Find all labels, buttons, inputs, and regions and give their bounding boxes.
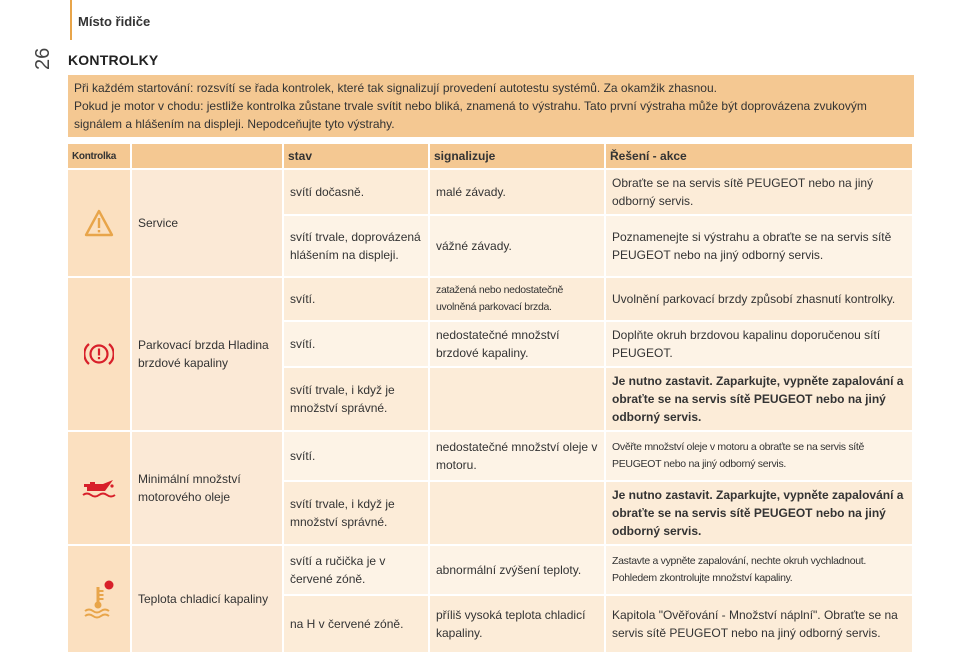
oil-can-icon — [74, 477, 124, 499]
cell-signalizuje: příliš vysoká teplota chladicí kapaliny. — [430, 596, 606, 652]
header-name — [132, 144, 284, 168]
cell-reseni: Doplňte okruh brzdovou kapalinu doporučenou sítí PEUGEOT. — [606, 322, 914, 366]
cell-stav: svítí dočasně. — [284, 170, 430, 214]
cell-reseni: Je nutno zastavit. Zaparkujte, vypněte zapalování a obraťte se na servis sítě PEUGEOT nebo na jiný odborný servis. — [606, 482, 914, 544]
lamp-icon-cell — [68, 170, 132, 276]
cell-signalizuje: abnormální zvýšení teploty. — [430, 546, 606, 594]
header-kontrolka: Kontrolka — [68, 144, 132, 168]
cell-stav: svítí. — [284, 432, 430, 480]
cell-signalizuje: nedostatečné množství oleje v motoru. — [430, 432, 606, 480]
lamp-icon-cell — [68, 278, 132, 430]
header-rule — [70, 0, 72, 40]
lamp-name: Parkovací brzda Hladina brzdové kapaliny — [132, 278, 284, 430]
cell-stav: svítí trvale, i když je množství správné. — [284, 368, 430, 430]
cell-reseni: Uvolnění parkovací brzdy způsobí zhasnutí kontrolky. — [606, 278, 914, 320]
cell-signalizuje — [430, 368, 606, 430]
cell-stav: svítí trvale, doprovázená hlášením na displeji. — [284, 216, 430, 276]
cell-signalizuje: nedostatečné množství brzdové kapaliny. — [430, 322, 606, 366]
cell-signalizuje: zatažená nebo nedostatečně uvolněná parkovací brzda. — [430, 278, 606, 320]
cell-reseni: Poznamenejte si výstrahu a obraťte se na servis sítě PEUGEOT nebo na jiný odborný servis. — [606, 216, 914, 276]
coolant-temperature-icon — [74, 579, 124, 619]
cell-stav: svítí trvale, i když je množství správné. — [284, 482, 430, 544]
lamp-name: Teplota chladicí kapaliny — [132, 546, 284, 652]
lamp-icon-cell — [68, 432, 132, 544]
cell-stav: svítí. — [284, 322, 430, 366]
intro-paragraph-2: Pokud je motor v chodu: jestliže kontrolka zůstane trvale svítit nebo bliká, znamená to výstrahu. Tato první výstraha může být doprovázena zvukovým signálem a hlášením na displeji. Nepodceňujte tyto výstrahy. — [74, 99, 867, 131]
cell-reseni: Obraťte se na servis sítě PEUGEOT nebo na jiný odborný servis. — [606, 170, 914, 214]
cell-signalizuje: vážné závady. — [430, 216, 606, 276]
warning-triangle-icon — [74, 209, 124, 237]
cell-stav: svítí a ručička je v červené zóně. — [284, 546, 430, 594]
page-number: 26 — [32, 47, 54, 70]
lamp-name: Service — [132, 170, 284, 276]
table-row — [68, 170, 914, 214]
lamp-name: Minimální množství motorového oleje — [132, 432, 284, 544]
cell-stav: svítí. — [284, 278, 430, 320]
cell-reseni: Kapitola "Ověřování - Množství náplní". Obraťte se na servis sítě PEUGEOT nebo na jiný odborný servis. — [606, 596, 914, 652]
header-signalizuje: signalizuje — [430, 144, 606, 168]
cell-reseni: Zastavte a vypněte zapalování, nechte okruh vychladnout. Pohledem zkontrolujte množství kapaliny. — [606, 546, 914, 594]
header-reseni: Řešení - akce — [606, 144, 914, 168]
lamp-icon-cell — [68, 546, 132, 652]
table-row — [68, 432, 914, 480]
warning-lamps-table — [68, 142, 914, 654]
table-row — [68, 546, 914, 594]
section-title: KONTROLKY — [68, 52, 159, 68]
cell-signalizuje: malé závady. — [430, 170, 606, 214]
cell-stav: na H v červené zóně. — [284, 596, 430, 652]
brake-warning-icon — [74, 341, 124, 367]
page-header-title: Místo řidiče — [78, 14, 151, 29]
cell-reseni: Je nutno zastavit. Zaparkujte, vypněte zapalování a obraťte se na servis sítě PEUGEOT nebo na jiný odborný servis. — [606, 368, 914, 430]
cell-reseni: Ověřte množství oleje v motoru a obraťte se na servis sítě PEUGEOT nebo na jiný odborný servis. — [606, 432, 914, 480]
header-stav: stav — [284, 144, 430, 168]
table-row — [68, 278, 914, 320]
intro-paragraph-1: Při každém startování: rozsvítí se řada kontrolek, které tak signalizují provedení autotestu systémů. Za okamžik zhasnou. — [74, 81, 717, 95]
intro-box — [68, 75, 914, 137]
cell-signalizuje — [430, 482, 606, 544]
table-header-row — [68, 144, 914, 168]
